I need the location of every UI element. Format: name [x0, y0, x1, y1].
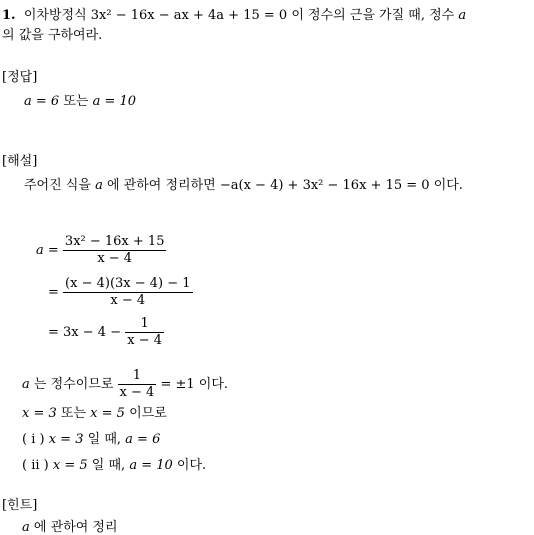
step2-end: 이므로: [129, 406, 167, 421]
frac3-numerator: 1: [125, 316, 164, 333]
frac1-numerator: 3x² − 16x + 15: [64, 234, 165, 249]
hint-heading: [힌트]: [2, 498, 38, 513]
answer-a10: a = 10: [92, 94, 137, 109]
intro-text-b: 에 관하여 정리하면: [106, 178, 216, 193]
case2-text: 일 때,: [91, 458, 126, 473]
problem-var-a: a: [458, 8, 467, 23]
step1-numerator: 1: [118, 368, 157, 385]
case-1: [22, 428, 160, 447]
case2-end: 이다.: [176, 458, 207, 473]
hint-line: [22, 516, 118, 535]
problem-line-2: 의 값을 구하여라.: [2, 28, 103, 43]
frac2-denominator: x − 4: [110, 293, 146, 308]
case2-x: x = 5: [52, 458, 88, 473]
hint-var: a: [22, 520, 30, 535]
step1-text: 는 정수이므로: [33, 377, 114, 392]
problem-text-b: 이 정수의 근을 가질 때, 정수: [291, 8, 455, 23]
case2-label: ( ii ): [22, 458, 49, 473]
answer-heading: [정답]: [2, 70, 38, 85]
answer-or: 또는: [63, 94, 89, 109]
explanation-intro: [24, 174, 463, 193]
intro-var: a: [95, 178, 103, 193]
case2-a: a = 10: [129, 458, 173, 473]
case1-x: x = 3: [48, 432, 84, 447]
problem-number: 1.: [2, 8, 16, 23]
frac3-denominator: x − 4: [127, 333, 162, 348]
step-2: [22, 402, 167, 421]
problem-text-a: 이차방정식: [23, 8, 87, 23]
fraction-line-3: [48, 316, 164, 349]
case1-a: a = 6: [125, 432, 161, 447]
step-1: [22, 368, 228, 401]
step1-rhs: = ±1: [160, 377, 195, 392]
case-2: [22, 454, 206, 473]
case1-text: 일 때,: [87, 432, 122, 447]
step2-or: 또는: [60, 406, 87, 421]
frac1: [63, 234, 167, 267]
frac2-numerator: (x − 4)(3x − 4) − 1: [65, 276, 191, 291]
frac1-denominator: x − 4: [97, 251, 133, 266]
frac2-lhs: =: [48, 285, 59, 300]
fraction-line-2: [48, 276, 193, 309]
answer-a6: a = 6: [24, 94, 60, 109]
intro-equation: −a(x − 4) + 3x² − 16x + 15 = 0: [219, 178, 430, 193]
fraction-line-1: [36, 234, 166, 267]
step2-x3: x = 3: [22, 406, 57, 421]
frac3-lhs: = 3x − 4 −: [48, 325, 122, 340]
step2-x5: x = 5: [90, 406, 125, 421]
case1-label: ( i ): [22, 432, 45, 447]
frac3: [125, 316, 164, 349]
intro-text-a: 주어진 식을: [24, 178, 91, 193]
step1-end: 이다.: [198, 377, 229, 392]
frac2: [63, 276, 193, 309]
problem-line-1: [2, 4, 466, 23]
step1-var: a: [22, 377, 30, 392]
frac1-lhs: a =: [36, 243, 59, 258]
problem-equation: 3x² − 16x − ax + 4a + 15 = 0: [90, 8, 288, 23]
explanation-heading: [해설]: [2, 154, 38, 169]
step1-denominator: x − 4: [119, 385, 155, 400]
hint-text: 에 관하여 정리: [33, 520, 118, 535]
answer-line: [24, 90, 136, 109]
intro-text-c: 이다.: [433, 178, 463, 193]
step1-frac: [118, 368, 157, 401]
